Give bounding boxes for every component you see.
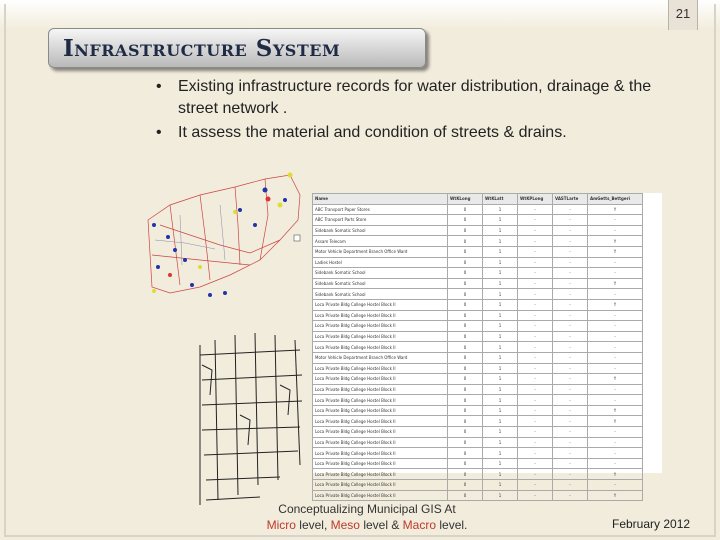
table-cell: 0 <box>448 204 483 215</box>
bullet-text: Existing infrastructure records for water distribution, drainage & the street network . <box>178 78 652 117</box>
table-cell: - <box>588 321 643 332</box>
table-cell: - <box>588 363 643 374</box>
table-cell: - <box>553 437 588 448</box>
table-cell: 1 <box>483 299 518 310</box>
table-cell: 0 <box>448 437 483 448</box>
table-cell: - <box>588 289 643 300</box>
bullet-text: It assess the material and condition of streets & drains. <box>178 124 567 141</box>
table-row <box>313 331 643 342</box>
table-cell: Y <box>588 469 643 480</box>
table-header-row <box>313 194 643 205</box>
table-row <box>313 225 643 236</box>
table-cell: - <box>518 342 553 353</box>
infrastructure-records-table <box>312 193 662 498</box>
table-cell: - <box>553 363 588 374</box>
table-cell: - <box>553 480 588 491</box>
footer-macro: Macro <box>402 518 437 532</box>
table-cell: Loca Private Bldg College Hostel Block II <box>313 363 448 374</box>
table-cell: - <box>588 257 643 268</box>
table-cell: 1 <box>483 268 518 279</box>
table-cell: Y <box>588 236 643 247</box>
table-row <box>313 437 643 448</box>
table-cell: 0 <box>448 331 483 342</box>
title-banner <box>48 28 426 68</box>
table-cell: Loca Private Bldg College Hostel Block II <box>313 458 448 469</box>
table-cell: Loca Private Bldg College Hostel Block II <box>313 310 448 321</box>
table-row <box>313 299 643 310</box>
table-cell: 1 <box>483 374 518 385</box>
column-header: Name <box>313 194 448 205</box>
table-row <box>313 321 643 332</box>
table-cell: Loca Private Bldg College Hostel Block II <box>313 321 448 332</box>
table-row <box>313 268 643 279</box>
bullet-dot-icon: • <box>156 124 162 141</box>
table-row <box>313 490 643 501</box>
table-cell: 1 <box>483 490 518 501</box>
slide-title: Infrastructure System <box>63 35 341 62</box>
table-cell: Sidebank Somatic School <box>313 268 448 279</box>
table-cell: Loca Private Bldg College Hostel Block II <box>313 405 448 416</box>
table-cell: Loca Private Bldg College Hostel Block II <box>313 299 448 310</box>
column-header: WtKLong <box>448 194 483 205</box>
footer-meso: Meso <box>330 518 360 532</box>
table-cell: - <box>588 384 643 395</box>
table-row <box>313 278 643 289</box>
table-row <box>313 310 643 321</box>
table-cell: - <box>518 225 553 236</box>
table-cell: - <box>518 215 553 226</box>
table-cell: Loca Private Bldg College Hostel Block II <box>313 480 448 491</box>
table-cell: - <box>553 352 588 363</box>
table-cell: - <box>553 225 588 236</box>
records-table <box>312 193 643 501</box>
column-header: WtKPLong <box>518 194 553 205</box>
table-cell: - <box>518 289 553 300</box>
table-cell: 1 <box>483 458 518 469</box>
table-cell: 1 <box>483 384 518 395</box>
table-cell: ABC Transport Paper Stores <box>313 204 448 215</box>
table-cell: 1 <box>483 363 518 374</box>
table-cell: - <box>518 490 553 501</box>
records-table-body <box>313 204 643 501</box>
table-cell: 1 <box>483 342 518 353</box>
table-cell: - <box>518 469 553 480</box>
table-cell: - <box>518 321 553 332</box>
table-cell: Ladies Hostel <box>313 257 448 268</box>
table-cell: - <box>553 278 588 289</box>
table-cell: 1 <box>483 246 518 257</box>
table-cell: - <box>553 236 588 247</box>
table-row <box>313 405 643 416</box>
table-cell: - <box>553 395 588 406</box>
table-cell: Loca Private Bldg College Hostel Block II <box>313 395 448 406</box>
table-cell: - <box>518 448 553 459</box>
table-cell: - <box>553 310 588 321</box>
table-cell: 1 <box>483 278 518 289</box>
page-number-box <box>668 0 698 30</box>
table-cell: ABC Transport Parts Store <box>313 215 448 226</box>
infrastructure-map <box>140 165 318 510</box>
table-cell: 1 <box>483 331 518 342</box>
table-cell: - <box>588 458 643 469</box>
table-cell: Assam Telecom <box>313 236 448 247</box>
table-cell: Sidebank Somatic School <box>313 289 448 300</box>
table-cell: - <box>518 331 553 342</box>
table-cell: - <box>518 246 553 257</box>
slide-left-border <box>4 4 6 537</box>
table-cell: Loca Private Bldg College Hostel Block II <box>313 331 448 342</box>
table-cell: 1 <box>483 215 518 226</box>
table-cell: Motor Vehicle Department Branch Office Ward <box>313 246 448 257</box>
footer-micro: Micro <box>266 518 296 532</box>
table-row <box>313 215 643 226</box>
table-cell: - <box>518 416 553 427</box>
drainage-network-map <box>200 333 302 505</box>
table-row <box>313 384 643 395</box>
table-cell: 0 <box>448 384 483 395</box>
table-cell: 0 <box>448 246 483 257</box>
table-cell: 1 <box>483 405 518 416</box>
table-cell: 0 <box>448 458 483 469</box>
table-cell: - <box>553 257 588 268</box>
table-cell: Loca Private Bldg College Hostel Block II <box>313 448 448 459</box>
table-cell: 1 <box>483 204 518 215</box>
table-cell: - <box>518 363 553 374</box>
table-cell: 0 <box>448 215 483 226</box>
table-cell: - <box>553 204 588 215</box>
table-cell: 0 <box>448 469 483 480</box>
table-cell: - <box>588 342 643 353</box>
table-cell: 0 <box>448 342 483 353</box>
table-cell: 0 <box>448 480 483 491</box>
table-row <box>313 204 643 215</box>
table-cell: - <box>518 278 553 289</box>
table-cell: Loca Private Bldg College Hostel Block II <box>313 342 448 353</box>
table-cell: Loca Private Bldg College Hostel Block II <box>313 374 448 385</box>
table-cell: - <box>518 458 553 469</box>
table-cell: 0 <box>448 448 483 459</box>
table-cell: 1 <box>483 437 518 448</box>
table-cell: Y <box>588 416 643 427</box>
table-cell: 1 <box>483 448 518 459</box>
table-row <box>313 363 643 374</box>
table-cell: 0 <box>448 278 483 289</box>
table-cell: 0 <box>448 416 483 427</box>
table-cell: Loca Private Bldg College Hostel Block II <box>313 416 448 427</box>
table-cell: - <box>518 384 553 395</box>
table-cell: 1 <box>483 289 518 300</box>
table-cell: 0 <box>448 299 483 310</box>
table-cell: 0 <box>448 395 483 406</box>
table-cell: 1 <box>483 236 518 247</box>
table-cell: Y <box>588 405 643 416</box>
table-cell: 1 <box>483 310 518 321</box>
table-cell: Loca Private Bldg College Hostel Block II <box>313 437 448 448</box>
table-cell: - <box>588 215 643 226</box>
table-cell: 1 <box>483 352 518 363</box>
table-cell: 0 <box>448 363 483 374</box>
table-cell: 0 <box>448 405 483 416</box>
footer-caption <box>252 501 482 533</box>
table-cell: 0 <box>448 310 483 321</box>
slide-top-bar <box>0 0 720 30</box>
table-cell: - <box>588 448 643 459</box>
table-cell: Loca Private Bldg College Hostel Block II <box>313 427 448 438</box>
column-header: VASTLarte <box>553 194 588 205</box>
table-row <box>313 246 643 257</box>
table-cell: - <box>518 236 553 247</box>
footer-line-1: Conceptualizing Municipal GIS At <box>278 502 456 516</box>
table-row <box>313 416 643 427</box>
table-cell: 0 <box>448 268 483 279</box>
table-row <box>313 236 643 247</box>
table-cell: - <box>588 225 643 236</box>
table-cell: - <box>553 289 588 300</box>
table-cell: 0 <box>448 427 483 438</box>
footer-level-a: level, <box>295 518 331 532</box>
table-cell: - <box>553 384 588 395</box>
table-cell: 1 <box>483 395 518 406</box>
table-cell: - <box>588 480 643 491</box>
table-cell: Loca Private Bldg College Hostel Block II <box>313 469 448 480</box>
table-cell: - <box>553 469 588 480</box>
table-cell: 1 <box>483 480 518 491</box>
table-cell: - <box>588 437 643 448</box>
column-header: AmGetts_Bettgeri <box>588 194 643 205</box>
table-cell: 0 <box>448 289 483 300</box>
table-cell: - <box>518 204 553 215</box>
table-cell: - <box>588 268 643 279</box>
table-row <box>313 458 643 469</box>
table-row <box>313 448 643 459</box>
table-cell: - <box>518 427 553 438</box>
table-cell: 0 <box>448 374 483 385</box>
table-cell: - <box>553 215 588 226</box>
table-cell: - <box>588 427 643 438</box>
table-cell: - <box>518 395 553 406</box>
table-cell: - <box>553 405 588 416</box>
table-cell: - <box>553 427 588 438</box>
table-cell: - <box>518 352 553 363</box>
table-cell: Y <box>588 374 643 385</box>
table-row <box>313 342 643 353</box>
table-cell: 0 <box>448 352 483 363</box>
table-cell: - <box>553 374 588 385</box>
table-cell: Y <box>588 246 643 257</box>
table-cell: - <box>553 331 588 342</box>
table-cell: - <box>518 299 553 310</box>
table-cell: 1 <box>483 321 518 332</box>
table-cell: Loca Private Bldg College Hostel Block II <box>313 490 448 501</box>
table-row <box>313 480 643 491</box>
table-row <box>313 257 643 268</box>
table-cell: 1 <box>483 469 518 480</box>
table-row <box>313 374 643 385</box>
table-cell: Y <box>588 299 643 310</box>
table-cell: Y <box>588 204 643 215</box>
table-cell: - <box>518 374 553 385</box>
table-cell: - <box>553 490 588 501</box>
table-cell: - <box>553 342 588 353</box>
map-svg <box>140 165 318 510</box>
map-point-markers <box>152 173 300 298</box>
slide-date: February 2012 <box>612 517 691 531</box>
footer-line-2 <box>252 517 482 533</box>
table-cell: Y <box>588 490 643 501</box>
table-cell: 1 <box>483 416 518 427</box>
table-cell: - <box>518 268 553 279</box>
slide-right-border <box>714 4 716 537</box>
table-cell: - <box>518 257 553 268</box>
table-cell: - <box>553 416 588 427</box>
table-cell: - <box>518 437 553 448</box>
table-cell: Sidebank Somatic School <box>313 278 448 289</box>
table-cell: - <box>553 458 588 469</box>
table-cell: 1 <box>483 427 518 438</box>
table-cell: - <box>588 352 643 363</box>
table-cell: - <box>518 405 553 416</box>
table-cell: - <box>588 331 643 342</box>
table-cell: 0 <box>448 236 483 247</box>
table-cell: - <box>588 395 643 406</box>
bullet-dot-icon: • <box>156 78 162 95</box>
table-cell: - <box>518 310 553 321</box>
bullet-item <box>152 76 652 120</box>
table-cell: Loca Private Bldg College Hostel Block II <box>313 384 448 395</box>
table-cell: - <box>588 310 643 321</box>
table-row <box>313 352 643 363</box>
table-row <box>313 289 643 300</box>
table-cell: 0 <box>448 321 483 332</box>
table-cell: 1 <box>483 257 518 268</box>
bullet-list <box>152 76 652 146</box>
table-cell: - <box>518 480 553 491</box>
table-cell: Y <box>588 278 643 289</box>
footer-level-b: level & <box>359 518 403 532</box>
table-cell: 0 <box>448 257 483 268</box>
table-row <box>313 469 643 480</box>
footer-level-c: level. <box>436 518 468 532</box>
page-number: 21 <box>675 6 691 21</box>
table-cell: - <box>553 299 588 310</box>
table-cell: 1 <box>483 225 518 236</box>
table-cell: Motor Vehicle Department Branch Office Ward <box>313 352 448 363</box>
table-cell: 0 <box>448 225 483 236</box>
table-row <box>313 427 643 438</box>
table-cell: - <box>553 246 588 257</box>
table-cell: Sidebank Somatic School <box>313 225 448 236</box>
column-header: WtKLatt <box>483 194 518 205</box>
table-cell: - <box>553 321 588 332</box>
table-row <box>313 395 643 406</box>
table-cell: 0 <box>448 490 483 501</box>
slide-bottom-border <box>4 535 716 537</box>
table-cell: - <box>553 268 588 279</box>
table-cell: - <box>553 448 588 459</box>
bullet-item <box>152 122 652 144</box>
